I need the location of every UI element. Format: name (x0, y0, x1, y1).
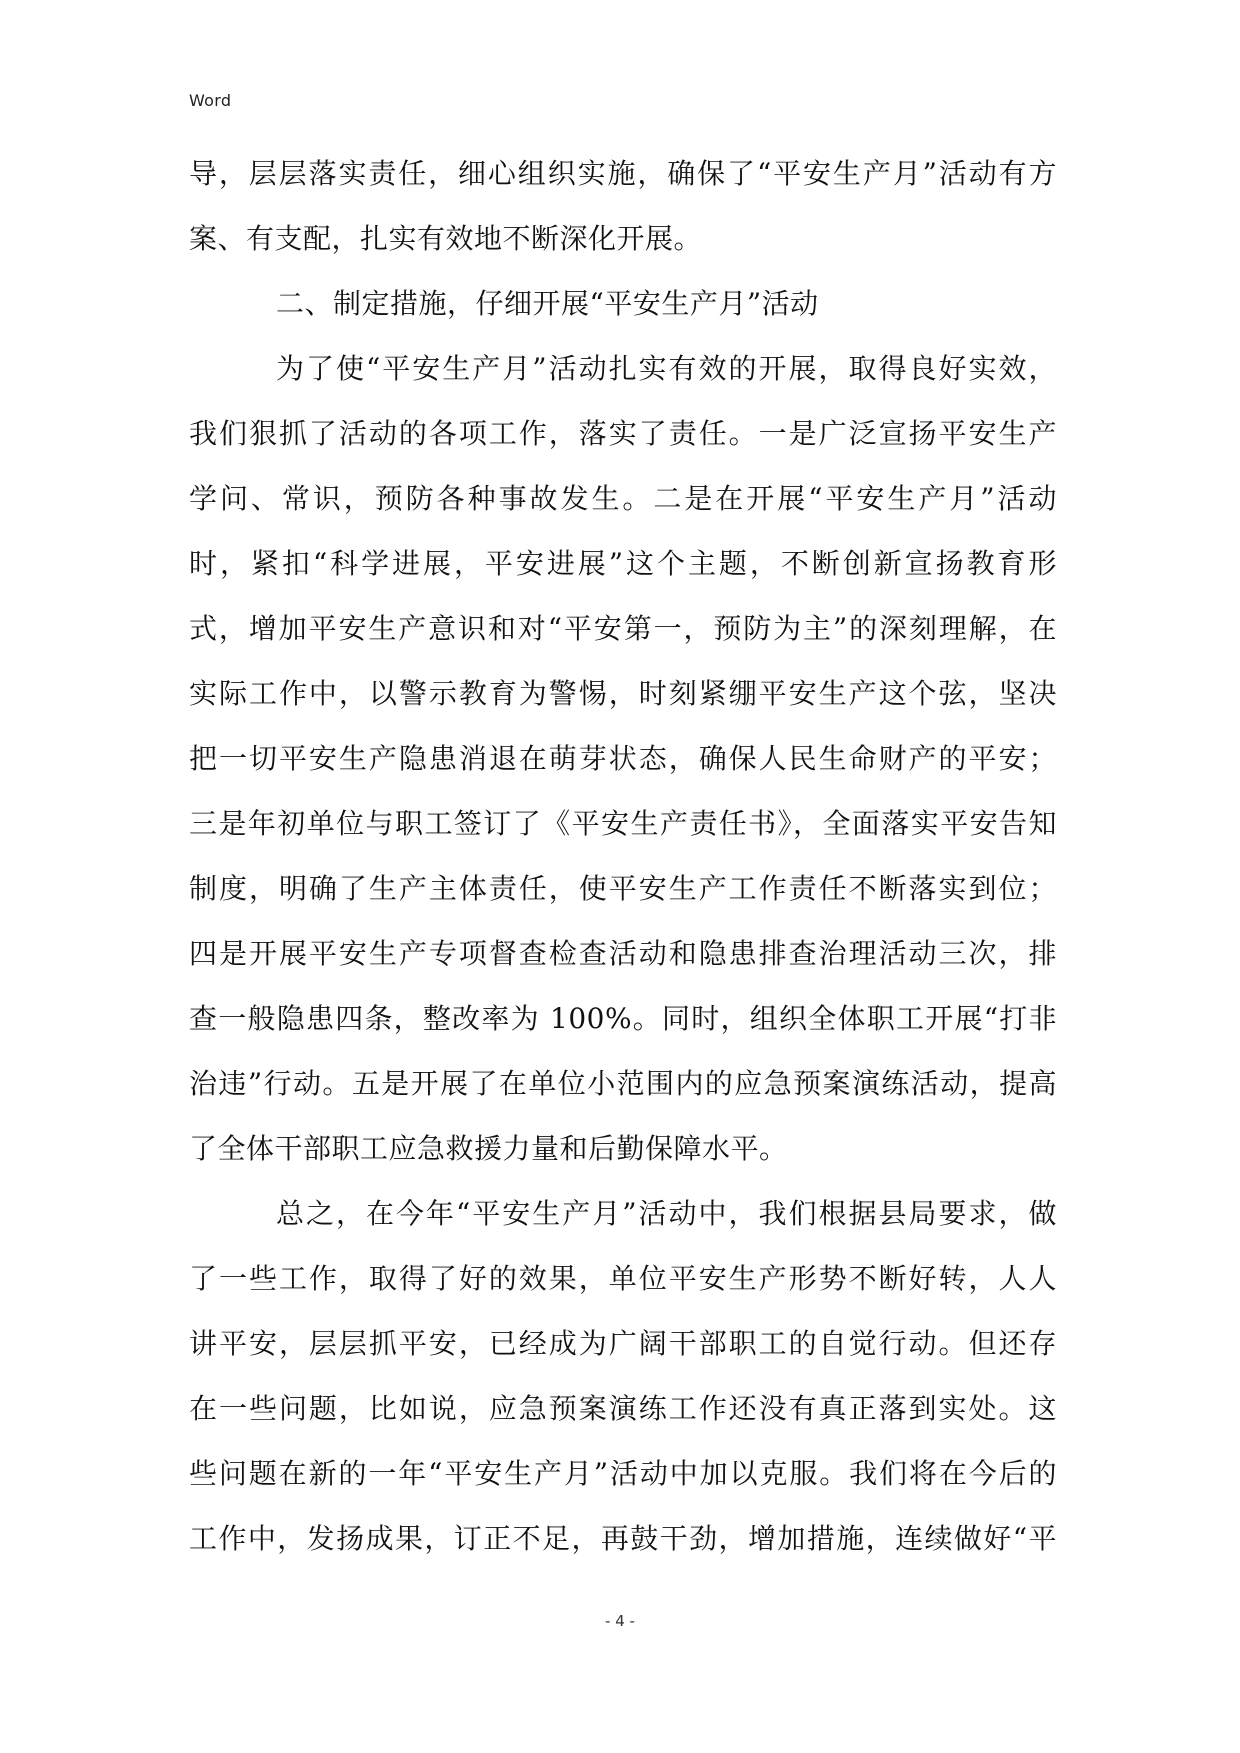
text-line: 总之，在今年“平安生产月”活动中，我们根据县局要求，做 (276, 1197, 1057, 1230)
text-line: 工作中，发扬成果，订正不足，再鼓干劲，增加措施，连续做好“平 (189, 1522, 1057, 1555)
text-line: 在一些问题，比如说，应急预案演练工作还没有真正落到实处。这 (189, 1392, 1057, 1425)
text-line: 治违”行动。五是开展了在单位小范围内的应急预案演练活动，提高 (189, 1067, 1057, 1100)
text-line: 查一般隐患四条，整改率为 100%。同时，组织全体职工开展“打非 (189, 1002, 1057, 1035)
text-line: 学问、常识，预防各种事故发生。二是在开展“平安生产月”活动 (189, 482, 1057, 515)
text-line: 了全体干部职工应急救援力量和后勤保障水平。 (189, 1132, 788, 1165)
document-body (189, 158, 1057, 1588)
text-line: 式，增加平安生产意识和对“平安第一，预防为主”的深刻理解，在 (189, 612, 1057, 645)
text-line: 为了使“平安生产月”活动扎实有效的开展，取得良好实效， (276, 352, 1057, 385)
text-line: 把一切平安生产隐患消退在萌芽状态，确保人民生命财产的平安； (189, 742, 1057, 775)
text-line: 些问题在新的一年“平安生产月”活动中加以克服。我们将在今后的 (189, 1457, 1057, 1490)
text-line: 四是开展平安生产专项督查检查活动和隐患排查治理活动三次，排 (189, 937, 1057, 970)
text-line: 三是年初单位与职工签订了《平安生产责任书》，全面落实平安告知 (189, 807, 1057, 840)
page-number: - 4 - (605, 1612, 635, 1630)
section-heading: 二、制定措施，仔细开展“平安生产月”活动 (276, 287, 819, 320)
page-header: Word (189, 91, 232, 110)
text-line: 案、有支配，扎实有效地不断深化开展。 (189, 222, 703, 255)
text-line: 导，层层落实责任，细心组织实施，确保了“平安生产月”活动有方 (189, 157, 1057, 190)
text-line: 了一些工作，取得了好的效果，单位平安生产形势不断好转，人人 (189, 1262, 1057, 1295)
text-line: 实际工作中，以警示教育为警惕，时刻紧绷平安生产这个弦，坚决 (189, 677, 1057, 710)
text-line: 讲平安，层层抓平安，已经成为广阔干部职工的自觉行动。但还存 (189, 1327, 1057, 1360)
text-line: 制度，明确了生产主体责任，使平安生产工作责任不断落实到位； (189, 872, 1057, 905)
text-line: 我们狠抓了活动的各项工作，落实了责任。一是广泛宣扬平安生产 (189, 417, 1057, 450)
text-line: 时，紧扣“科学进展，平安进展”这个主题，不断创新宣扬教育形 (189, 547, 1057, 580)
